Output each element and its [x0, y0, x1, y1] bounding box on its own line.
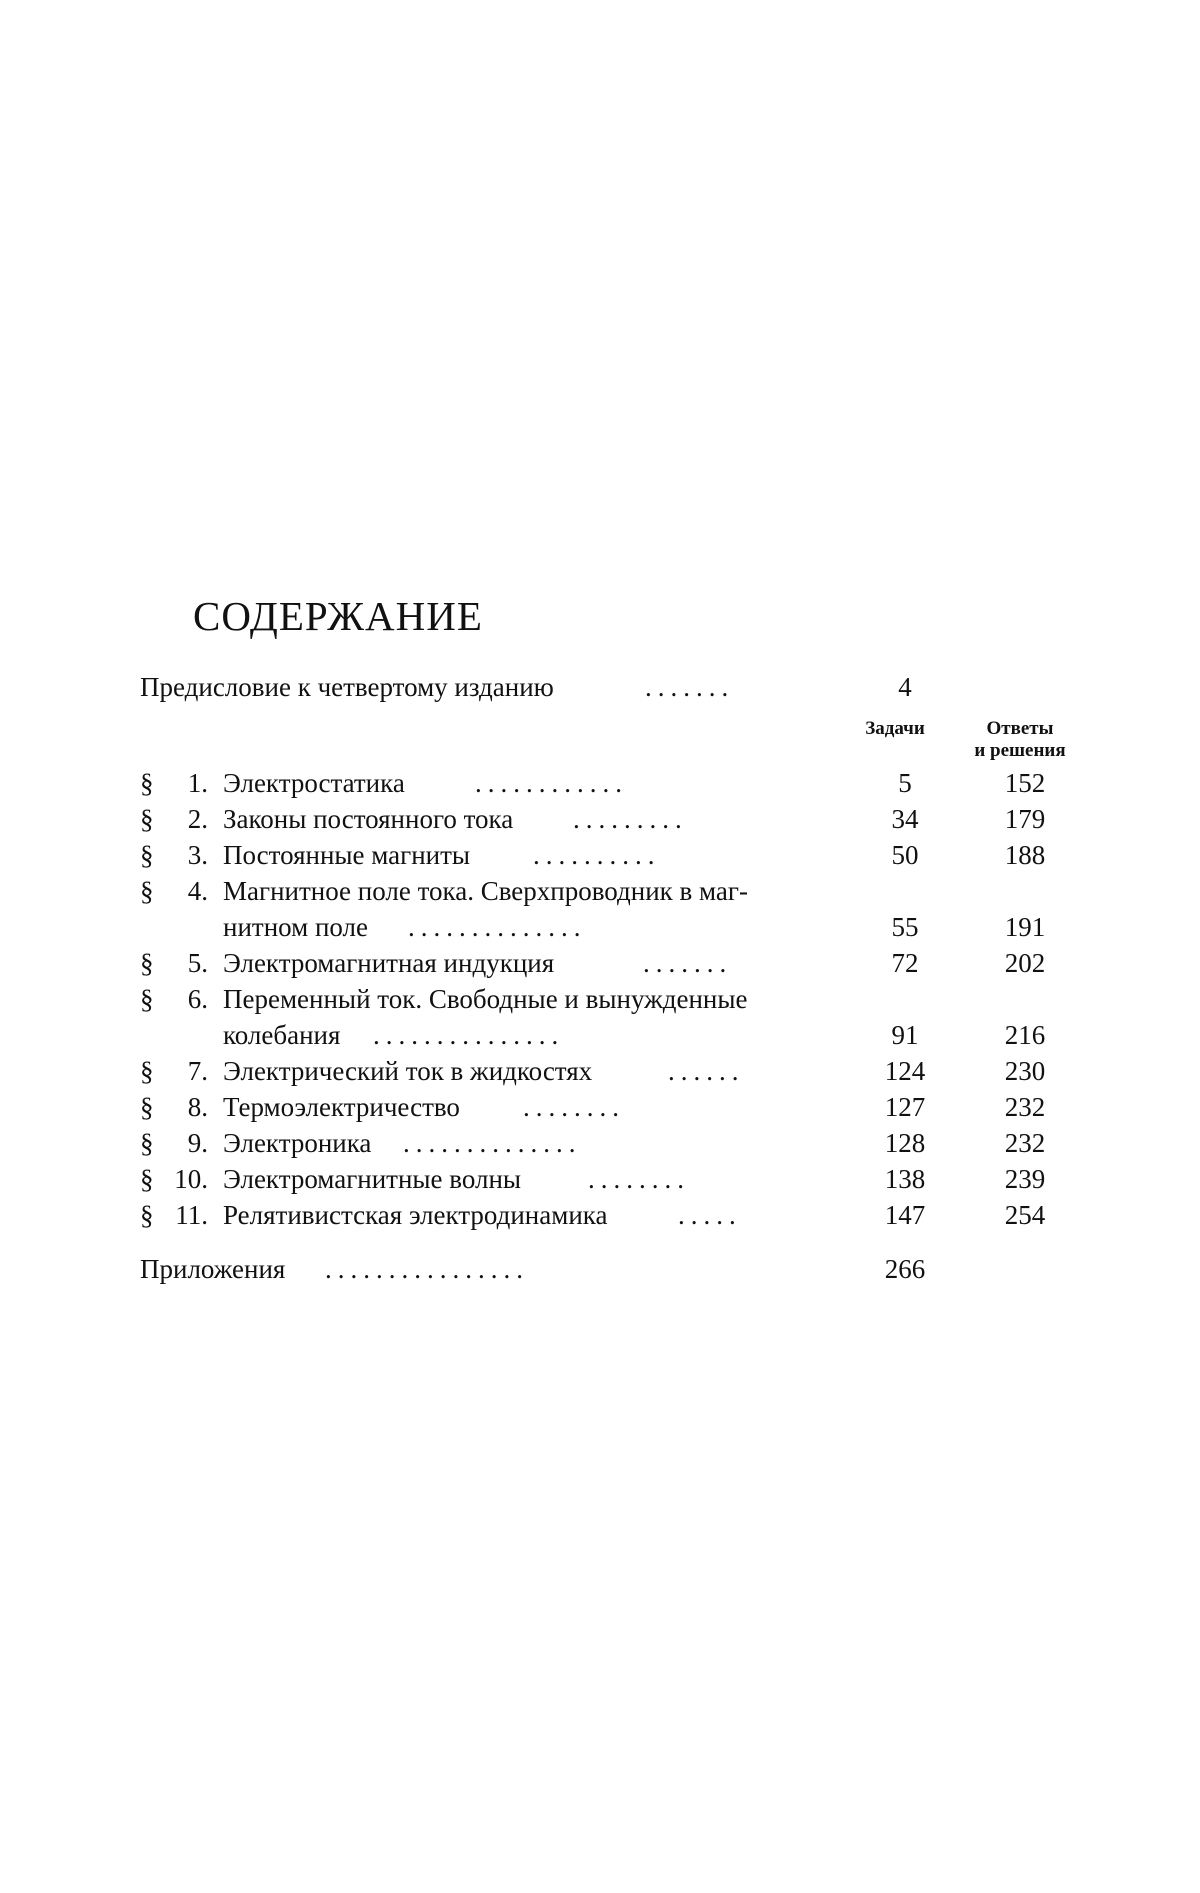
section-title: Электростатика ............ [223, 768, 628, 798]
section-number: 2. [187, 804, 208, 834]
toc-section-4[interactable] [0, 876, 1200, 942]
section-sign: § [140, 984, 154, 1014]
section-title: Законы постоянного тока ......... [223, 804, 688, 834]
section-tasks-page: 50 [891, 840, 919, 870]
section-tasks-page: 91 [891, 1020, 919, 1050]
section-tasks-page: 138 [884, 1164, 926, 1194]
section-tasks-page: 124 [884, 1056, 926, 1086]
section-title-line1: Переменный ток. Свободные и вынужденные [223, 984, 748, 1014]
section-dots: ............ [475, 768, 628, 798]
section-answers-page: 202 [1004, 948, 1046, 978]
section-dots: .............. [403, 1128, 582, 1158]
section-title: Электромагнитная индукция ....... [223, 948, 733, 978]
section-answers-page: 152 [1004, 768, 1046, 798]
section-title: Электромагнитные волны ........ [223, 1164, 690, 1194]
section-sign: § [140, 1056, 154, 1086]
section-tasks-page: 34 [891, 804, 919, 834]
section-answers-page: 230 [1004, 1056, 1046, 1086]
column-header-answers-line1: Ответы [986, 718, 1054, 739]
section-dots: .............. [408, 912, 587, 942]
section-dots: .......... [533, 840, 661, 870]
section-number: 8. [187, 1092, 208, 1122]
toc-appendix[interactable] [140, 1254, 1140, 1284]
section-sign: § [140, 768, 154, 798]
appendix-dots: ................ [325, 1254, 529, 1284]
section-title-line1: Магнитное поле тока. Сверхпроводник в маг- [223, 876, 748, 906]
section-sign: § [140, 876, 154, 906]
appendix-page: 266 [884, 1254, 926, 1284]
section-answers-page: 239 [1004, 1164, 1046, 1194]
section-answers-page: 179 [1004, 804, 1046, 834]
section-title: Электроника .............. [223, 1128, 582, 1158]
appendix-label: Приложения [140, 1254, 286, 1284]
section-tasks-page: 147 [884, 1200, 926, 1230]
section-title: Электрический ток в жидкостях ...... [223, 1056, 745, 1086]
section-number: 7. [187, 1056, 208, 1086]
section-number: 1. [187, 768, 208, 798]
section-tasks-page: 127 [884, 1092, 926, 1122]
preface-label: Предисловие к четвертому изданию [140, 672, 554, 702]
section-sign: § [140, 840, 154, 870]
preface-dots: ....... [645, 672, 735, 702]
section-number: 9. [187, 1128, 208, 1158]
section-dots: ......... [573, 804, 688, 834]
section-answers-page: 191 [1004, 912, 1046, 942]
section-sign: § [140, 1128, 154, 1158]
section-dots: ..... [678, 1200, 742, 1230]
section-sign: § [140, 1164, 154, 1194]
section-answers-page: 188 [1004, 840, 1046, 870]
page-title: СОДЕРЖАНИЕ [193, 593, 483, 639]
column-header-tasks: Задачи [865, 718, 925, 739]
section-number: 4. [187, 876, 208, 906]
section-number: 3. [187, 840, 208, 870]
section-number: 10. [174, 1164, 208, 1194]
section-tasks-page: 72 [891, 948, 919, 978]
section-sign: § [140, 804, 154, 834]
section-title-line2: нитном поле .............. [223, 912, 587, 942]
section-tasks-page: 128 [884, 1128, 926, 1158]
section-answers-page: 254 [1004, 1200, 1046, 1230]
preface-page: 4 [898, 672, 912, 702]
section-number: 6. [187, 984, 208, 1014]
toc-section-6[interactable] [0, 984, 1200, 1050]
section-number: 11. [175, 1200, 208, 1230]
section-dots: ....... [643, 948, 733, 978]
section-sign: § [140, 1092, 154, 1122]
section-title: Релятивистская электродинамика ..... [223, 1200, 742, 1230]
column-header-answers [955, 718, 1085, 762]
section-dots: ........ [588, 1164, 690, 1194]
section-answers-page: 232 [1004, 1128, 1046, 1158]
column-header-answers-line2: и решения [974, 740, 1066, 761]
section-sign: § [140, 1200, 154, 1230]
section-title-line2: колебания ............... [223, 1020, 565, 1050]
section-dots: ...... [668, 1056, 745, 1086]
section-tasks-page: 5 [898, 768, 912, 798]
section-tasks-page: 55 [891, 912, 919, 942]
section-answers-page: 216 [1004, 1020, 1046, 1050]
section-sign: § [140, 948, 154, 978]
toc-preface[interactable] [140, 672, 1140, 702]
section-number: 5. [187, 948, 208, 978]
section-dots: ........ [523, 1092, 625, 1122]
section-answers-page: 232 [1004, 1092, 1046, 1122]
section-title: Термоэлектричество ........ [223, 1092, 625, 1122]
section-title: Постоянные магниты .......... [223, 840, 661, 870]
section-dots: ............... [373, 1020, 565, 1050]
